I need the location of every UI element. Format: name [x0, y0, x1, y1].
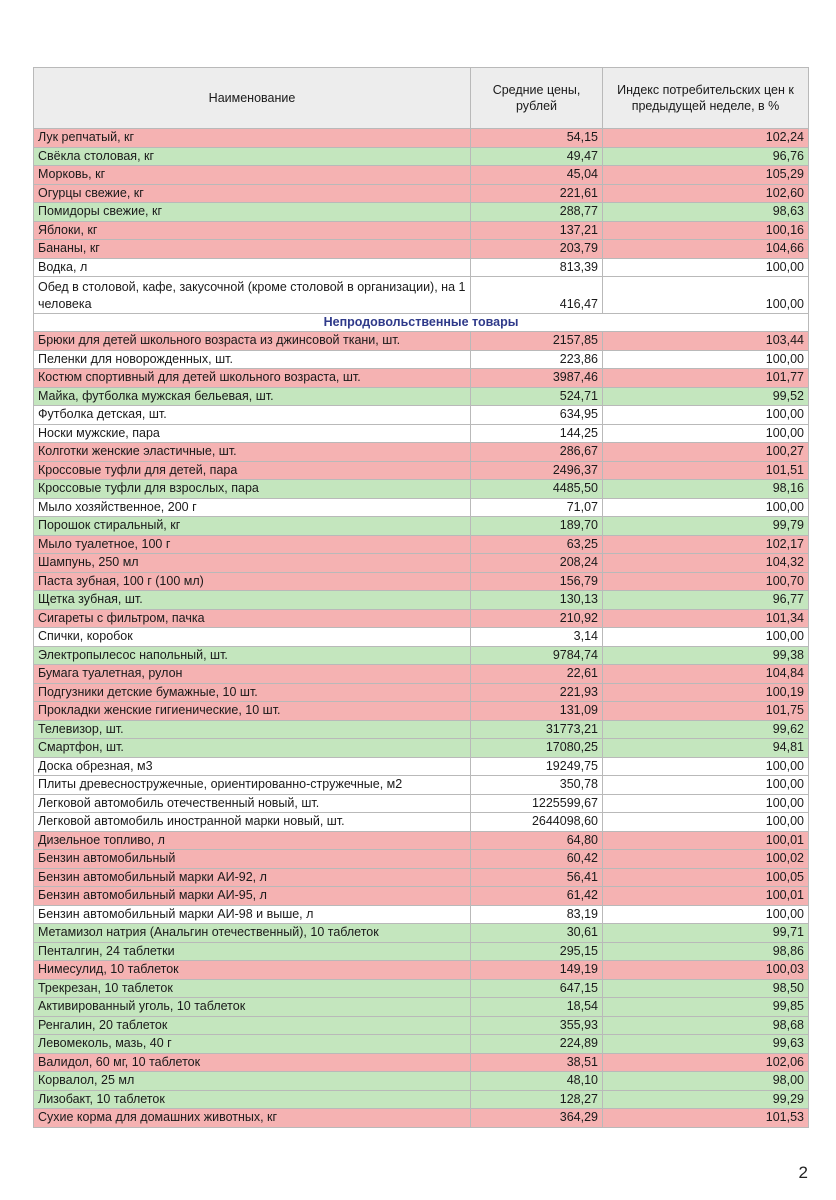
cell-price: 208,24 — [471, 554, 603, 573]
cell-index: 101,77 — [603, 369, 809, 388]
cell-index: 100,70 — [603, 572, 809, 591]
table-row — [34, 702, 809, 721]
cell-name: Легковой автомобиль иностранной марки новый, шт. — [34, 813, 471, 832]
cell-price: 60,42 — [471, 850, 603, 869]
cell-index: 98,16 — [603, 480, 809, 499]
cell-name: Сигареты с фильтром, пачка — [34, 609, 471, 628]
cell-name: Лук репчатый, кг — [34, 129, 471, 148]
cell-name: Брюки для детей школьного возраста из джинсовой ткани, шт. — [34, 332, 471, 351]
table-row — [34, 387, 809, 406]
cell-name: Дизельное топливо, л — [34, 831, 471, 850]
cell-price: 2157,85 — [471, 332, 603, 351]
table-row — [34, 905, 809, 924]
cell-index: 99,52 — [603, 387, 809, 406]
cell-price: 203,79 — [471, 240, 603, 259]
cell-index: 102,17 — [603, 535, 809, 554]
cell-index: 104,66 — [603, 240, 809, 259]
cell-price: 224,89 — [471, 1035, 603, 1054]
cell-index: 98,50 — [603, 979, 809, 998]
cell-price: 223,86 — [471, 350, 603, 369]
section-title: Непродовольственные товары — [34, 314, 809, 332]
cell-name: Бананы, кг — [34, 240, 471, 259]
cell-index: 100,05 — [603, 868, 809, 887]
cell-index: 101,75 — [603, 702, 809, 721]
cell-index: 104,32 — [603, 554, 809, 573]
cell-name: Подгузники детские бумажные, 10 шт. — [34, 683, 471, 702]
cell-name: Левомеколь, мазь, 40 г — [34, 1035, 471, 1054]
table-row — [34, 221, 809, 240]
cell-name: Бумага туалетная, рулон — [34, 665, 471, 684]
cell-index: 100,02 — [603, 850, 809, 869]
header-name: Наименование — [34, 68, 471, 129]
cell-name: Бензин автомобильный марки АИ-95, л — [34, 887, 471, 906]
cell-price: 210,92 — [471, 609, 603, 628]
table-row — [34, 757, 809, 776]
header-price: Средние цены, рублей — [471, 68, 603, 129]
table-row — [34, 535, 809, 554]
cell-name: Яблоки, кг — [34, 221, 471, 240]
cell-name: Лизобакт, 10 таблеток — [34, 1090, 471, 1109]
cell-index: 100,19 — [603, 683, 809, 702]
section-row — [34, 314, 809, 332]
cell-index: 99,85 — [603, 998, 809, 1017]
cell-name: Носки мужские, пара — [34, 424, 471, 443]
cell-name: Щетка зубная, шт. — [34, 591, 471, 610]
table-row — [34, 739, 809, 758]
cell-price: 189,70 — [471, 517, 603, 536]
cell-price: 130,13 — [471, 591, 603, 610]
cell-index: 104,84 — [603, 665, 809, 684]
table-row — [34, 517, 809, 536]
table-row — [34, 998, 809, 1017]
cell-index: 100,00 — [603, 813, 809, 832]
cell-name: Помидоры свежие, кг — [34, 203, 471, 222]
cell-index: 99,63 — [603, 1035, 809, 1054]
cell-price: 364,29 — [471, 1109, 603, 1128]
header-index: Индекс потребительских цен к предыдущей неделе, в % — [603, 68, 809, 129]
table-row — [34, 887, 809, 906]
table-row — [34, 850, 809, 869]
cell-index: 101,53 — [603, 1109, 809, 1128]
table-body — [34, 129, 809, 1128]
table-row — [34, 942, 809, 961]
cell-index: 100,01 — [603, 887, 809, 906]
cell-name: Валидол, 60 мг, 10 таблеток — [34, 1053, 471, 1072]
cell-price: 295,15 — [471, 942, 603, 961]
cell-price: 19249,75 — [471, 757, 603, 776]
cell-name: Пенталгин, 24 таблетки — [34, 942, 471, 961]
cell-index: 98,86 — [603, 942, 809, 961]
cell-index: 105,29 — [603, 166, 809, 185]
cell-name: Бензин автомобильный марки АИ-98 и выше, л — [34, 905, 471, 924]
cell-name: Электропылесос напольный, шт. — [34, 646, 471, 665]
cell-index: 102,60 — [603, 184, 809, 203]
cell-index: 102,24 — [603, 129, 809, 148]
table-row — [34, 258, 809, 277]
cell-index: 96,76 — [603, 147, 809, 166]
table-row — [34, 1035, 809, 1054]
cell-name: Кроссовые туфли для взрослых, пара — [34, 480, 471, 499]
cell-name: Нимесулид, 10 таблеток — [34, 961, 471, 980]
table-row — [34, 461, 809, 480]
cell-name: Легковой автомобиль отечественный новый, шт. — [34, 794, 471, 813]
cell-price: 131,09 — [471, 702, 603, 721]
cell-price: 524,71 — [471, 387, 603, 406]
cell-price: 38,51 — [471, 1053, 603, 1072]
cell-index: 99,71 — [603, 924, 809, 943]
cell-name: Водка, л — [34, 258, 471, 277]
table-row — [34, 646, 809, 665]
cell-index: 99,79 — [603, 517, 809, 536]
cell-index: 99,38 — [603, 646, 809, 665]
cell-price: 3987,46 — [471, 369, 603, 388]
cell-name: Кроссовые туфли для детей, пара — [34, 461, 471, 480]
table-row — [34, 406, 809, 425]
cell-name: Ренгалин, 20 таблеток — [34, 1016, 471, 1035]
cell-price: 1225599,67 — [471, 794, 603, 813]
cell-index: 100,00 — [603, 794, 809, 813]
cell-price: 71,07 — [471, 498, 603, 517]
table-row — [34, 480, 809, 499]
cell-name: Порошок стиральный, кг — [34, 517, 471, 536]
cell-price: 2644098,60 — [471, 813, 603, 832]
cell-name: Майка, футболка мужская бельевая, шт. — [34, 387, 471, 406]
table-row — [34, 1090, 809, 1109]
cell-index: 100,00 — [603, 757, 809, 776]
cell-name: Футболка детская, шт. — [34, 406, 471, 425]
table-row — [34, 1072, 809, 1091]
cell-name: Смартфон, шт. — [34, 739, 471, 758]
cell-price: 221,61 — [471, 184, 603, 203]
table-row — [34, 350, 809, 369]
cell-price: 49,47 — [471, 147, 603, 166]
cell-price: 54,15 — [471, 129, 603, 148]
table-row — [34, 184, 809, 203]
cell-price: 83,19 — [471, 905, 603, 924]
cell-index: 98,00 — [603, 1072, 809, 1091]
cell-name: Бензин автомобильный марки АИ-92, л — [34, 868, 471, 887]
table-row — [34, 1053, 809, 1072]
cell-price: 221,93 — [471, 683, 603, 702]
cell-price: 3,14 — [471, 628, 603, 647]
cell-index: 100,03 — [603, 961, 809, 980]
cell-name: Бензин автомобильный — [34, 850, 471, 869]
table-row — [34, 831, 809, 850]
cell-price: 137,21 — [471, 221, 603, 240]
table-row — [34, 443, 809, 462]
cell-index: 100,00 — [603, 406, 809, 425]
table-row — [34, 203, 809, 222]
cell-name: Доска обрезная, м3 — [34, 757, 471, 776]
cell-price: 813,39 — [471, 258, 603, 277]
table-row — [34, 369, 809, 388]
cell-index: 101,34 — [603, 609, 809, 628]
cell-index: 101,51 — [603, 461, 809, 480]
cell-price: 355,93 — [471, 1016, 603, 1035]
cell-price: 144,25 — [471, 424, 603, 443]
cell-price: 17080,25 — [471, 739, 603, 758]
cell-index: 100,16 — [603, 221, 809, 240]
cell-price: 634,95 — [471, 406, 603, 425]
cell-index: 100,00 — [603, 424, 809, 443]
cell-name: Свёкла столовая, кг — [34, 147, 471, 166]
cell-name: Шампунь, 250 мл — [34, 554, 471, 573]
table-row — [34, 591, 809, 610]
table-row — [34, 129, 809, 148]
cell-index: 100,00 — [603, 258, 809, 277]
cell-index: 100,00 — [603, 498, 809, 517]
cell-price: 63,25 — [471, 535, 603, 554]
cell-price: 22,61 — [471, 665, 603, 684]
cell-name: Костюм спортивный для детей школьного возраста, шт. — [34, 369, 471, 388]
table-row — [34, 628, 809, 647]
cell-price: 647,15 — [471, 979, 603, 998]
cell-name: Телевизор, шт. — [34, 720, 471, 739]
cell-index: 100,00 — [603, 905, 809, 924]
cell-index: 100,00 — [603, 350, 809, 369]
cell-price: 288,77 — [471, 203, 603, 222]
cell-name: Плиты древесностружечные, ориентированно-стружечные, м2 — [34, 776, 471, 795]
table-row — [34, 924, 809, 943]
table-row — [34, 813, 809, 832]
cell-index: 100,01 — [603, 831, 809, 850]
cell-index: 99,62 — [603, 720, 809, 739]
cell-name: Спички, коробок — [34, 628, 471, 647]
cell-price: 48,10 — [471, 1072, 603, 1091]
table-row — [34, 794, 809, 813]
cell-name: Активированный уголь, 10 таблеток — [34, 998, 471, 1017]
cell-price: 4485,50 — [471, 480, 603, 499]
cell-index: 100,00 — [603, 277, 809, 314]
cell-index: 98,63 — [603, 203, 809, 222]
cell-index: 98,68 — [603, 1016, 809, 1035]
table-row — [34, 332, 809, 351]
cell-index: 96,77 — [603, 591, 809, 610]
table-row — [34, 277, 809, 314]
cell-name: Обед в столовой, кафе, закусочной (кроме столовой в организации), на 1 человека — [34, 277, 471, 314]
cell-index: 102,06 — [603, 1053, 809, 1072]
table-row — [34, 424, 809, 443]
cell-name: Трекрезан, 10 таблеток — [34, 979, 471, 998]
cell-name: Пеленки для новорожденных, шт. — [34, 350, 471, 369]
cell-name: Колготки женские эластичные, шт. — [34, 443, 471, 462]
table-row — [34, 554, 809, 573]
cell-price: 416,47 — [471, 277, 603, 314]
table-row — [34, 609, 809, 628]
table-row — [34, 720, 809, 739]
cell-index: 99,29 — [603, 1090, 809, 1109]
table-row — [34, 147, 809, 166]
cell-index: 100,27 — [603, 443, 809, 462]
cell-name: Мыло туалетное, 100 г — [34, 535, 471, 554]
cell-name: Метамизол натрия (Анальгин отечественный), 10 таблеток — [34, 924, 471, 943]
table-row — [34, 979, 809, 998]
cell-name: Корвалол, 25 мл — [34, 1072, 471, 1091]
cell-name: Прокладки женские гигиенические, 10 шт. — [34, 702, 471, 721]
table-header-row — [34, 68, 809, 129]
price-table — [33, 67, 809, 1128]
table-row — [34, 683, 809, 702]
cell-price: 61,42 — [471, 887, 603, 906]
cell-price: 2496,37 — [471, 461, 603, 480]
cell-price: 350,78 — [471, 776, 603, 795]
cell-price: 30,61 — [471, 924, 603, 943]
cell-price: 9784,74 — [471, 646, 603, 665]
page-number: 2 — [798, 1163, 808, 1182]
cell-price: 56,41 — [471, 868, 603, 887]
cell-price: 18,54 — [471, 998, 603, 1017]
table-row — [34, 572, 809, 591]
table-row — [34, 665, 809, 684]
cell-price: 156,79 — [471, 572, 603, 591]
cell-price: 149,19 — [471, 961, 603, 980]
cell-price: 31773,21 — [471, 720, 603, 739]
cell-price: 128,27 — [471, 1090, 603, 1109]
table-row — [34, 240, 809, 259]
cell-price: 45,04 — [471, 166, 603, 185]
cell-index: 100,00 — [603, 776, 809, 795]
table-row — [34, 868, 809, 887]
cell-index: 94,81 — [603, 739, 809, 758]
cell-name: Морковь, кг — [34, 166, 471, 185]
table-row — [34, 1016, 809, 1035]
cell-index: 103,44 — [603, 332, 809, 351]
table-row — [34, 166, 809, 185]
table-row — [34, 961, 809, 980]
cell-name: Мыло хозяйственное, 200 г — [34, 498, 471, 517]
table-row — [34, 1109, 809, 1128]
table-row — [34, 776, 809, 795]
cell-price: 64,80 — [471, 831, 603, 850]
cell-index: 100,00 — [603, 628, 809, 647]
cell-name: Паста зубная, 100 г (100 мл) — [34, 572, 471, 591]
cell-price: 286,67 — [471, 443, 603, 462]
table-row — [34, 498, 809, 517]
cell-name: Огурцы свежие, кг — [34, 184, 471, 203]
cell-name: Сухие корма для домашних животных, кг — [34, 1109, 471, 1128]
